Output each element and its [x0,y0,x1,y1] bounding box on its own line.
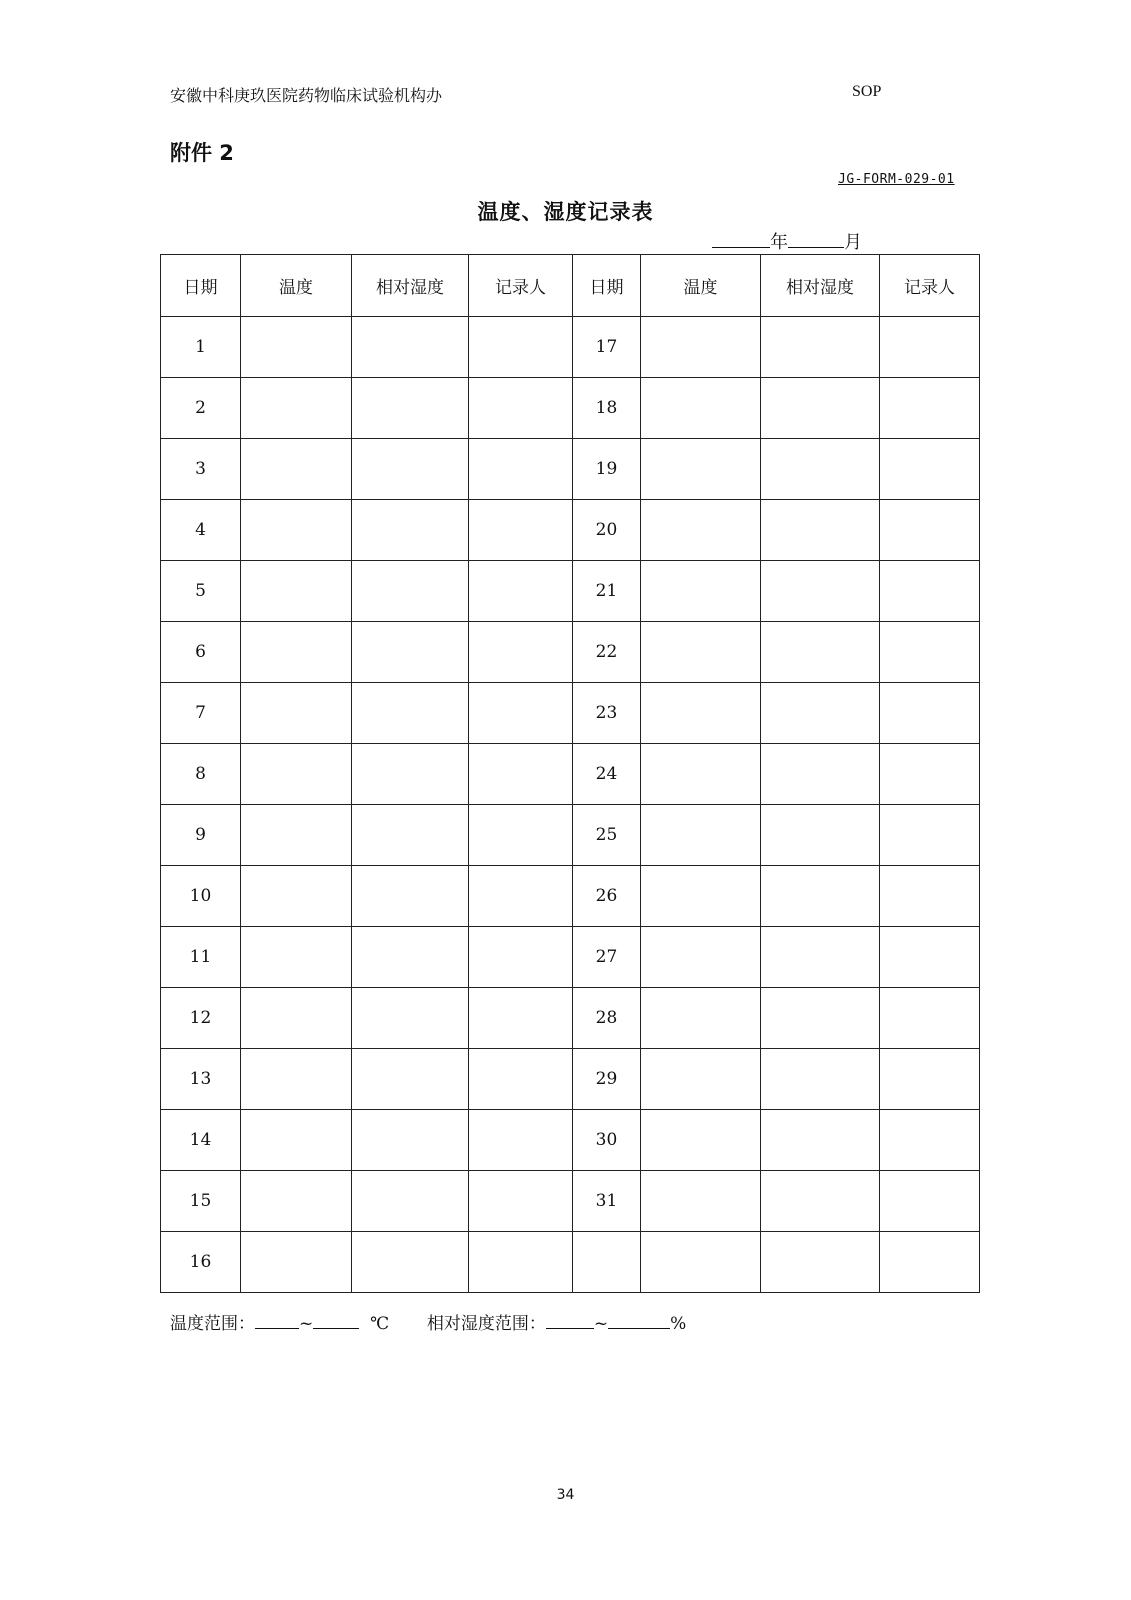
humidity-cell[interactable] [352,561,469,622]
column-header: 记录人 [469,255,573,317]
temperature-cell[interactable] [241,1110,352,1171]
column-header: 温度 [241,255,352,317]
recorder-cell[interactable] [880,805,980,866]
temperature-cell[interactable] [641,378,761,439]
humidity-cell[interactable] [761,622,880,683]
temperature-cell[interactable] [241,500,352,561]
table-row [161,744,980,805]
record-table-body [161,255,980,1293]
recorder-cell[interactable] [469,927,573,988]
recorder-cell[interactable] [469,805,573,866]
temperature-cell[interactable] [641,1171,761,1232]
month-blank[interactable] [788,229,844,248]
temperature-cell[interactable] [641,805,761,866]
humidity-cell[interactable] [761,1171,880,1232]
column-header: 日期 [161,255,241,317]
table-row [161,988,980,1049]
temperature-cell[interactable] [241,378,352,439]
recorder-cell[interactable] [469,683,573,744]
table-row [161,1110,980,1171]
humidity-unit: % [670,1314,687,1334]
temperature-cell[interactable] [641,683,761,744]
humidity-cell[interactable] [761,378,880,439]
humidity-cell[interactable] [761,1049,880,1110]
humidity-max-blank[interactable] [608,1312,670,1329]
recorder-cell[interactable] [880,1049,980,1110]
recorder-cell[interactable] [469,866,573,927]
recorder-cell[interactable] [469,1110,573,1171]
humidity-cell[interactable] [352,1049,469,1110]
humidity-cell[interactable] [352,1232,469,1293]
day-cell: 10 [161,866,241,927]
column-header: 日期 [573,255,641,317]
temperature-cell[interactable] [641,500,761,561]
column-header: 温度 [641,255,761,317]
day-cell: 20 [573,500,641,561]
day-cell: 7 [161,683,241,744]
humidity-cell[interactable] [352,500,469,561]
humidity-cell[interactable] [761,988,880,1049]
range-footer [170,1309,686,1334]
humidity-cell[interactable] [761,500,880,561]
humidity-cell[interactable] [352,927,469,988]
recorder-cell[interactable] [469,988,573,1049]
day-cell: 15 [161,1171,241,1232]
table-row [161,439,980,500]
temperature-cell[interactable] [241,1049,352,1110]
recorder-cell[interactable] [880,622,980,683]
recorder-cell[interactable] [880,378,980,439]
column-header: 相对湿度 [761,255,880,317]
day-cell: 11 [161,927,241,988]
temperature-cell[interactable] [241,866,352,927]
day-cell: 24 [573,744,641,805]
table-row [161,561,980,622]
humidity-cell[interactable] [352,622,469,683]
recorder-cell[interactable] [880,439,980,500]
temperature-cell[interactable] [641,866,761,927]
year-blank[interactable] [712,229,770,248]
table-row [161,1049,980,1110]
table-header-row [161,255,980,317]
recorder-cell[interactable] [469,1171,573,1232]
header-organization: 安徽中科庚玖医院药物临床试验机构办 [170,86,443,105]
day-cell [573,1232,641,1293]
temp-max-blank[interactable] [313,1312,359,1329]
column-header: 相对湿度 [352,255,469,317]
column-header: 记录人 [880,255,980,317]
recorder-cell[interactable] [880,866,980,927]
temperature-cell[interactable] [641,927,761,988]
day-cell: 16 [161,1232,241,1293]
temperature-cell[interactable] [241,622,352,683]
table-row [161,866,980,927]
recorder-cell[interactable] [469,439,573,500]
day-cell: 25 [573,805,641,866]
day-cell: 19 [573,439,641,500]
humidity-cell[interactable] [352,1110,469,1171]
month-label: 月 [844,232,862,253]
humidity-cell[interactable] [761,866,880,927]
temperature-cell[interactable] [641,622,761,683]
table-row [161,805,980,866]
table-row [161,317,980,378]
day-cell: 17 [573,317,641,378]
day-cell: 4 [161,500,241,561]
temperature-cell[interactable] [641,439,761,500]
humidity-cell[interactable] [352,378,469,439]
day-cell: 28 [573,988,641,1049]
temperature-cell[interactable] [641,1049,761,1110]
day-cell: 26 [573,866,641,927]
temperature-cell[interactable] [241,1171,352,1232]
humidity-cell[interactable] [761,927,880,988]
day-cell: 1 [161,317,241,378]
temperature-cell[interactable] [641,744,761,805]
humidity-cell[interactable] [352,744,469,805]
day-cell: 23 [573,683,641,744]
temperature-cell[interactable] [241,988,352,1049]
day-cell: 29 [573,1049,641,1110]
humidity-min-blank[interactable] [546,1312,594,1329]
recorder-cell[interactable] [469,561,573,622]
temperature-cell[interactable] [641,988,761,1049]
humidity-cell[interactable] [352,317,469,378]
temperature-cell[interactable] [241,439,352,500]
tilde: ~ [299,1314,314,1334]
recorder-cell[interactable] [880,1110,980,1171]
day-cell: 13 [161,1049,241,1110]
recorder-cell[interactable] [469,317,573,378]
day-cell: 12 [161,988,241,1049]
day-cell: 14 [161,1110,241,1171]
recorder-cell[interactable] [880,988,980,1049]
recorder-cell[interactable] [880,744,980,805]
humidity-cell[interactable] [761,439,880,500]
recorder-cell[interactable] [880,927,980,988]
humidity-cell[interactable] [761,683,880,744]
humidity-cell[interactable] [352,439,469,500]
recorder-cell[interactable] [469,378,573,439]
table-row [161,683,980,744]
attachment-label: 附件 2 [170,141,234,165]
humidity-cell[interactable] [761,317,880,378]
humidity-cell[interactable] [352,1171,469,1232]
recorder-cell[interactable] [880,561,980,622]
humidity-cell[interactable] [352,805,469,866]
day-cell: 8 [161,744,241,805]
recorder-cell[interactable] [880,683,980,744]
recorder-cell[interactable] [469,500,573,561]
recorder-cell[interactable] [469,1049,573,1110]
day-cell: 6 [161,622,241,683]
temp-range-label: 温度范围： [170,1314,255,1334]
table-row [161,378,980,439]
recorder-cell[interactable] [469,744,573,805]
period-fields [712,228,862,254]
temperature-cell[interactable] [241,317,352,378]
day-cell: 30 [573,1110,641,1171]
temperature-cell[interactable] [241,927,352,988]
day-cell: 22 [573,622,641,683]
form-number: JG-FORM-029-01 [838,172,955,187]
temperature-cell[interactable] [241,744,352,805]
table-row [161,622,980,683]
day-cell: 21 [573,561,641,622]
table-row [161,927,980,988]
temp-unit: ℃ [370,1314,390,1334]
record-table [160,254,980,1293]
table-row [161,1171,980,1232]
humidity-cell[interactable] [761,744,880,805]
temperature-cell[interactable] [241,561,352,622]
day-cell: 3 [161,439,241,500]
day-cell: 2 [161,378,241,439]
humidity-cell[interactable] [352,683,469,744]
humidity-cell[interactable] [761,1232,880,1293]
humidity-cell[interactable] [761,805,880,866]
day-cell: 27 [573,927,641,988]
humidity-cell[interactable] [352,866,469,927]
recorder-cell[interactable] [880,317,980,378]
table-row [161,500,980,561]
page-number: 34 [556,1487,575,1503]
humidity-cell[interactable] [352,988,469,1049]
temperature-cell[interactable] [241,1232,352,1293]
temperature-cell[interactable] [241,805,352,866]
day-cell: 5 [161,561,241,622]
recorder-cell[interactable] [880,1232,980,1293]
temperature-cell[interactable] [641,1232,761,1293]
temperature-cell[interactable] [641,1110,761,1171]
humidity-cell[interactable] [761,561,880,622]
table-row [161,1232,980,1293]
header-doc-type: SOP [852,83,882,100]
day-cell: 9 [161,805,241,866]
recorder-cell[interactable] [469,622,573,683]
year-label: 年 [770,232,788,253]
day-cell: 31 [573,1171,641,1232]
humidity-cell[interactable] [761,1110,880,1171]
temp-min-blank[interactable] [255,1312,299,1329]
humidity-range-label: 相对湿度范围： [426,1314,546,1334]
temperature-cell[interactable] [641,561,761,622]
temperature-cell[interactable] [641,317,761,378]
tilde: ~ [593,1314,609,1334]
recorder-cell[interactable] [469,1232,573,1293]
page-title: 温度、湿度记录表 [477,200,654,224]
temperature-cell[interactable] [241,683,352,744]
recorder-cell[interactable] [880,500,980,561]
day-cell: 18 [573,378,641,439]
recorder-cell[interactable] [880,1171,980,1232]
